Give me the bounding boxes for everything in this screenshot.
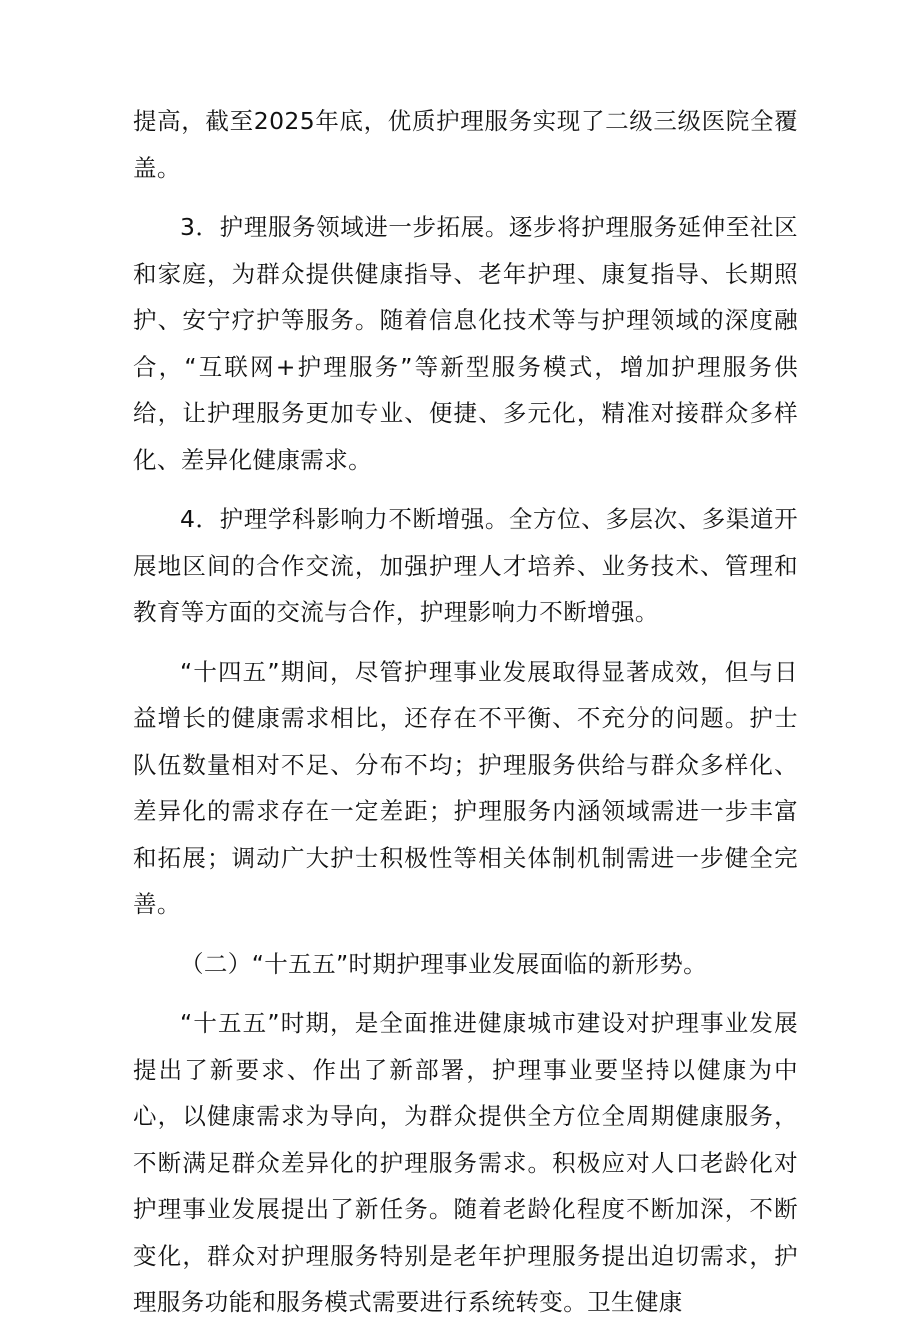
paragraph-item-3: 3．护理服务领域进一步拓展。逐步将护理服务延伸至社区和家庭，为群众提供健康指导、老年护理、康复指导、长期照护、安宁疗护等服务。随着信息化技术等与护理领域的深度融合，“互联网+护理服务”等新型服务模式，增加护理服务供给，让护理服务更加专业、便捷、多元化，精准对接群众多样化、差异化健康需求。 — [133, 213, 798, 474]
paragraph-item-4: 4．护理学科影响力不断增强。全方位、多层次、多渠道开展地区间的合作交流，加强护理人才培养、业务技术、管理和教育等方面的交流与合作，护理影响力不断增强。 — [133, 505, 798, 626]
paragraph-15th-five-year-period: “十五五”时期，是全面推进健康城市建设对护理事业发展提出了新要求、作出了新部署，护理事业要坚持以健康为中心，以健康需求为导向，为群众提供全方位全周期健康服务，不断满足群众差异化的护理服务需求。积极应对人口老龄化对护理事业发展提出了新任务。随着老龄化程度不断加深，不断变化，群众对护理服务特别是老年护理服务提出迫切需求，护理服务功能和服务模式需要进行系统转变。卫生健康 — [133, 1009, 798, 1316]
paragraph-continuation: 提高，截至2025年底，优质护理服务实现了二级三级医院全覆盖。 — [133, 107, 798, 182]
document-body — [133, 98, 798, 1326]
section-heading-new-situation: （二）“十五五”时期护理事业发展面临的新形势。 — [180, 949, 708, 978]
paragraph-14th-five-year-summary: “十四五”期间，尽管护理事业发展取得显著成效，但与日益增长的健康需求相比，还存在不平衡、不充分的问题。护士队伍数量相对不足、分布不均；护理服务供给与群众多样化、差异化的需求存在一定差距；护理服务内涵领域需进一步丰富和拓展；调动广大护士积极性等相关体制机制需进一步健全完善。 — [133, 657, 798, 918]
